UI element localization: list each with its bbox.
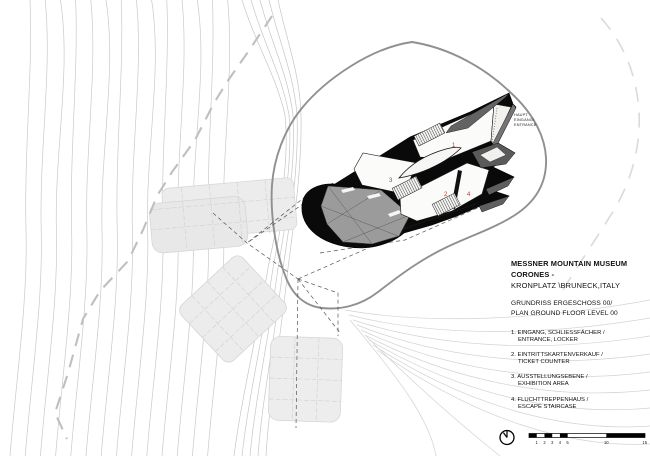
scale-label-1: 1	[535, 440, 538, 445]
room-number-4: 4	[467, 192, 471, 198]
room-number-1: 1	[452, 143, 456, 149]
neighbor-building-south	[268, 336, 343, 422]
room-number-2: 2	[444, 192, 448, 198]
north-arrow-icon	[500, 431, 514, 445]
scale-label-5: 5	[566, 440, 569, 445]
entrance-annotation	[514, 113, 537, 127]
legend-item-1: 1. EINGANG, SCHLIESSFÄCHER / ENTRANCE, LOCKER	[511, 329, 605, 343]
museum-building	[302, 93, 516, 248]
entrance-label-line3: ENTRANCE	[514, 123, 537, 127]
project-title-line1: MESSNER MOUNTAIN MUSEUM	[511, 259, 628, 268]
scale-bar	[529, 434, 648, 446]
legend-item-3: 3. AUSSTELLUNGSEBENE / EXHIBITION AREA	[511, 374, 588, 388]
drawing-title-de: GRUNDRISS ERGESCHOSS 00/	[511, 300, 613, 307]
drawing-title	[511, 299, 647, 320]
scale-label-15: 15	[642, 440, 648, 445]
legend-item-4: 4. FLUCHTTREPPENHAUS / ESCAPE STAIRCASE	[511, 396, 589, 410]
legend-item-2: 2. EINTRITTSKARTENVERKAUF / TICKET COUNTER	[511, 352, 603, 366]
scale-label-2: 2	[543, 440, 546, 445]
entrance-label-line2: EINGANG/	[514, 118, 535, 122]
scale-label-3: 3	[551, 440, 554, 445]
scale-label-10: 10	[603, 440, 609, 445]
project-title-line2: CORONES -	[511, 270, 555, 279]
drawing-title-en: PLAN GROUND FLOOR LEVEL 00	[511, 310, 618, 318]
room-number-3: 3	[389, 178, 393, 184]
scale-label-4: 4	[558, 440, 562, 445]
project-location: KRONPLATZ \BRUNECK,ITALY	[511, 281, 621, 290]
entrance-label-line1: HAUPT	[514, 113, 528, 117]
room-entrance-hall	[491, 104, 511, 145]
title-block	[511, 258, 647, 419]
legend	[511, 330, 647, 411]
access-road-east	[558, 18, 639, 298]
